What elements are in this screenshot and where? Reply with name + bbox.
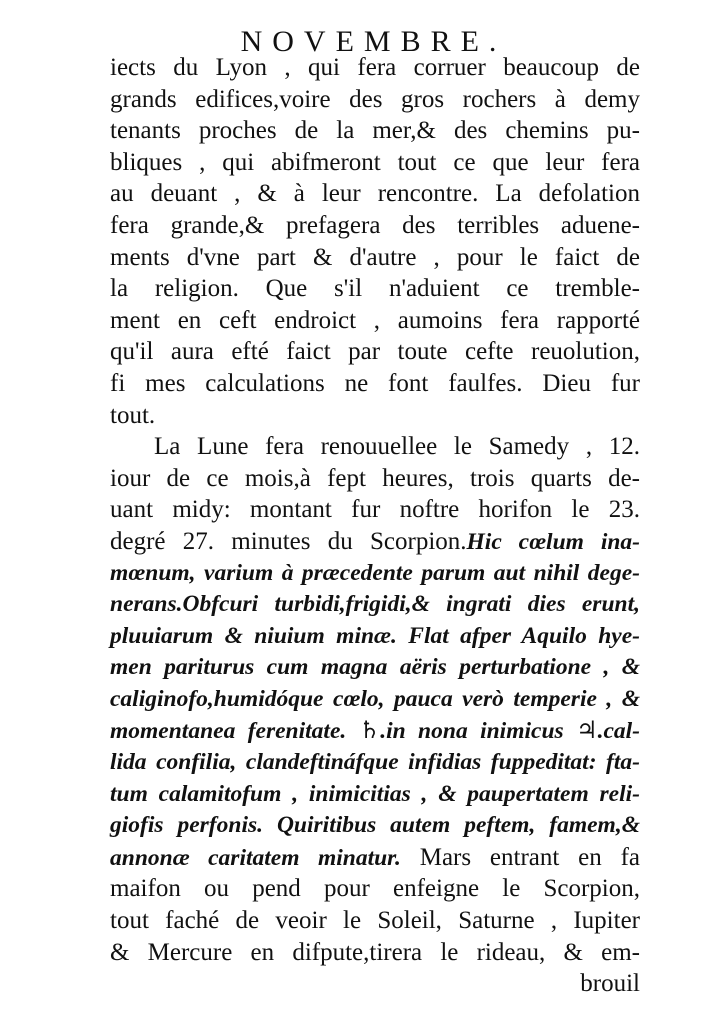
latin-line-3: pluuiarum & niuium minæ. Flat afper Aquilo hye-	[110, 622, 640, 649]
paragraph-2-first-line: La Lune fera renouuellee le Samedy , 12.	[154, 433, 640, 461]
mixed-line-mars-roman: Mars entrant en fa	[400, 843, 640, 871]
text-line-7: ments d'vne part & d'autre , pour le faict de	[110, 243, 640, 271]
paragraph-2-line-3: uant midy: montant fur noftre horifon le 23.	[110, 496, 640, 524]
text-line-3: tenants proches de la mer,& des chemins pu-	[110, 117, 640, 145]
latin-line-7: lida confilia, clandeftináfque infidias fuppeditat: fta-	[110, 749, 640, 776]
text-line-12: tout.	[110, 401, 156, 429]
text-line-11: fi mes calculations ne font faulfes. Dieu fur	[110, 369, 640, 397]
jupiter-symbol-icon: ♃	[576, 716, 598, 745]
catchword: brouil	[580, 970, 640, 998]
latin-line-5: caliginofo,humidóque cœlo, pauca verò temperie , &	[110, 685, 640, 712]
final-line-2: tout faché de veoir le Soleil, Saturne , Iupiter	[110, 907, 640, 935]
mixed-line-mars	[110, 842, 640, 874]
mixed-line-italic: Hic cœlum ina-	[466, 528, 640, 555]
latin-line-9: giofis perfonis. Quiritibus autem peftem, famem,&	[110, 812, 640, 839]
latin-line-1: mœnum, varium à præcedente parum aut nihil dege-	[110, 559, 640, 586]
latin-line-6-text: momentanea ferenitate.	[110, 718, 347, 745]
mixed-line-scorpion	[110, 526, 640, 558]
mixed-line-roman: degré 27. minutes du Scorpion.	[110, 527, 467, 555]
latin-line-8: tum calamitofum , inimicitias , & paupertatem reli-	[110, 780, 640, 807]
paragraph-2-line-2: iour de ce mois,à fept heures, trois quarts de-	[110, 464, 640, 492]
latin-line-2: nerans.Obfcuri turbidi,frigidi,& ingrati dies erunt,	[110, 591, 640, 618]
text-line-9: ment en ceft endroict , aumoins fera rapporté	[110, 306, 640, 334]
text-line-1: iects du Lyon , qui fera corruer beaucoup de	[110, 54, 640, 81]
latin-line-6	[110, 715, 640, 747]
text-line-6: fera grande,& prefagera des terribles aduene-	[110, 211, 640, 239]
latin-line-6-after-jupiter: .cal-	[597, 718, 640, 745]
latin-line-6-after-saturn: .in nona inimicus	[380, 718, 564, 745]
latin-line-4: men pariturus cum magna aëris perturbatione , &	[110, 654, 640, 681]
text-line-2: grands edifices,voire des gros rochers à demy	[110, 85, 640, 113]
text-line-8: la religion. Que s'il n'aduient ce tremble-	[110, 275, 640, 303]
text-line-10: qu'il aura efté faict par toute cefte reuolution,	[110, 338, 640, 366]
text-line-5: au deuant , & à leur rencontre. La defolation	[110, 180, 640, 208]
saturn-symbol-icon: ♄	[358, 716, 381, 745]
mixed-line-mars-italic: annonæ caritatem minatur.	[110, 844, 401, 871]
text-line-4: bliques , qui abifmeront tout ce que leur fera	[110, 148, 640, 176]
final-line-3: & Mercure en difpute,tirera le rideau, & em-	[110, 938, 640, 966]
running-head: NOVEMBRE.	[240, 25, 507, 58]
final-line-1: maifon ou pend pour enfeigne le Scorpion,	[110, 875, 640, 903]
text-block	[110, 52, 640, 1000]
